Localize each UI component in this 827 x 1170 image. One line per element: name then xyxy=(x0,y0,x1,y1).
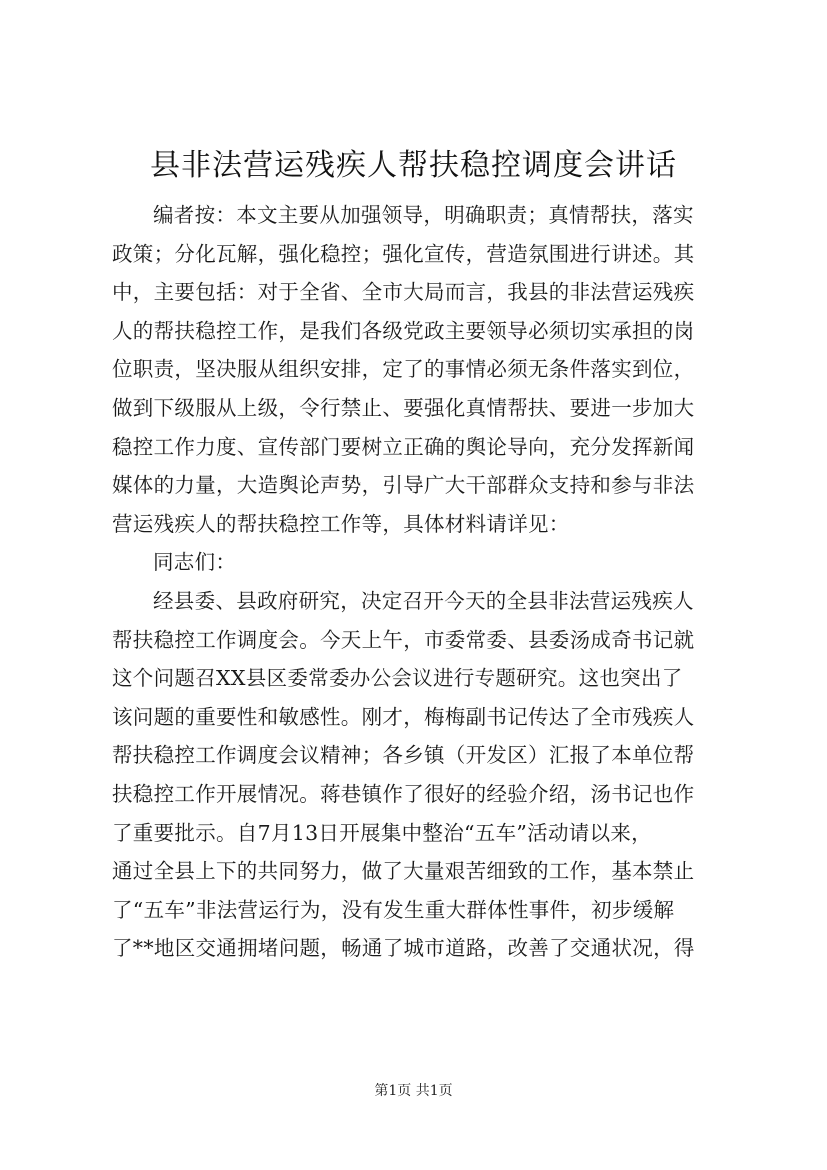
text-line: 同志们： xyxy=(153,550,237,575)
text-line: 帮扶稳控工作调度会。今天上午，市委常委、县委汤成奇书记就 xyxy=(112,627,695,652)
document-body xyxy=(112,196,722,968)
text-line: 该问题的重要性和敏感性。刚才，梅梅副书记传达了全市残疾人 xyxy=(112,704,695,729)
text-line: 政策；分化瓦解，强化稳控；强化宣传，营造氛围进行讲述。其 xyxy=(112,241,695,266)
text-line: 媒体的力量，大造舆论声势，引导广大干部群众支持和参与非法 xyxy=(112,473,695,498)
speech-paragraph xyxy=(112,582,722,968)
text-line: 这个问题召XX县区委常委办公会议进行专题研究。这也突出了 xyxy=(112,666,683,691)
text-line: 帮扶稳控工作调度会议精神；各乡镇（开发区）汇报了本单位帮 xyxy=(112,743,695,768)
text-line: 稳控工作力度、宣传部门要树立正确的舆论导向，充分发挥新闻 xyxy=(112,434,695,459)
document-title: 县非法营运残疾人帮扶稳控调度会讲话 xyxy=(150,148,677,183)
text-line: 做到下级服从上级，令行禁止、要强化真情帮扶、要进一步加大 xyxy=(112,395,695,420)
text-line: 扶稳控工作开展情况。蒋巷镇作了很好的经验介绍，汤书记也作 xyxy=(112,781,695,806)
text-line: 经县委、县政府研究，决定召开今天的全县非法营运残疾人 xyxy=(153,588,694,613)
text-line: 了重要批示。自7月13日开展集中整治“五车”活动请以来， xyxy=(112,820,652,845)
text-line: 了**地区交通拥堵问题，畅通了城市道路，改善了交通状况，得 xyxy=(112,936,695,961)
text-line: 营运残疾人的帮扶稳控工作等，具体材料请详见： xyxy=(112,511,570,536)
text-line: 通过全县上下的共同努力，做了大量艰苦细致的工作，基本禁止 xyxy=(112,859,695,884)
text-line: 中，主要包括：对于全省、全市大局而言，我县的非法营运残疾 xyxy=(112,280,695,305)
page-footer: 第1页 共1页 xyxy=(374,1083,453,1099)
salutation-paragraph xyxy=(112,543,722,582)
text-line: 人的帮扶稳控工作，是我们各级党政主要领导必须切实承担的岗 xyxy=(112,318,695,343)
text-line: 了“五车”非法营运行为，没有发生重大群体性事件，初步缓解 xyxy=(112,897,675,922)
text-line: 位职责，坚决服从组织安排，定了的事情必须无条件落实到位， xyxy=(112,357,695,382)
text-line: 编者按：本文主要从加强领导，明确职责；真情帮扶，落实 xyxy=(153,203,694,227)
editor-note-paragraph xyxy=(112,196,722,543)
